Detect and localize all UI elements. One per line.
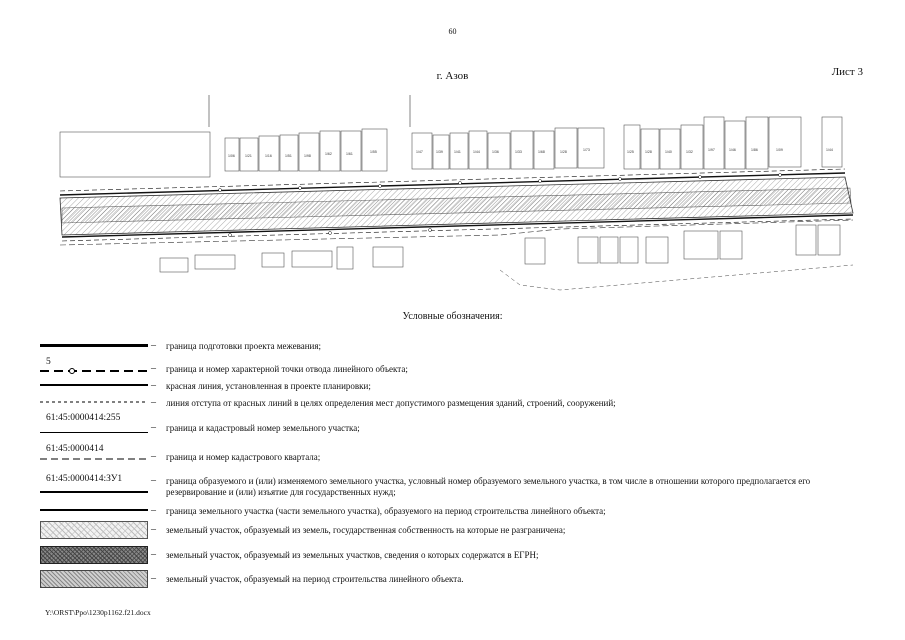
legend-symbol-parcel: [40, 412, 148, 434]
svg-text:1/55: 1/55: [370, 150, 377, 154]
svg-text:1/47: 1/47: [416, 150, 423, 154]
svg-text:1/36: 1/36: [492, 150, 499, 154]
legend-text: граница и номер характерной точки отвода линейного объекта;: [166, 364, 408, 374]
legend-text: земельный участок, образуемый из земельных участков, сведения о которых содержатся в ЕГРН;: [166, 550, 539, 560]
legend-symbol-setback-line: [40, 394, 148, 412]
legend-symbol-temporary-parcel: [40, 502, 148, 520]
svg-text:1/62: 1/62: [325, 152, 332, 156]
svg-text:1/46: 1/46: [729, 148, 736, 152]
legend-label: 61:45:0000414:ЗУ1: [46, 474, 123, 484]
svg-text:1/32: 1/32: [686, 150, 693, 154]
legend-label: 61:45:0000414:255: [46, 413, 121, 423]
svg-text:1/61: 1/61: [346, 152, 353, 156]
legend-dash: –: [151, 475, 156, 486]
legend-dash: –: [151, 573, 156, 584]
svg-text:1/33: 1/33: [515, 150, 522, 154]
svg-text:1/44: 1/44: [473, 150, 480, 154]
svg-text:1/21: 1/21: [245, 154, 252, 158]
legend-dash: –: [151, 549, 156, 560]
legend-text: граница и кадастровый номер земельного участка;: [166, 423, 360, 433]
legend-text: граница земельного участка (части земельного участка), образуемого на период строительства линейного объекта;: [166, 506, 606, 516]
legend-symbol-egrn-parcel: [40, 546, 148, 564]
svg-text:1/73: 1/73: [583, 148, 590, 152]
legend-dash: –: [151, 397, 156, 408]
svg-text:1/40: 1/40: [665, 150, 672, 154]
legend-dash: –: [151, 380, 156, 391]
legend-dash: –: [151, 505, 156, 516]
svg-text:1/68: 1/68: [538, 150, 545, 154]
legend-symbol-point-boundary: [40, 357, 148, 378]
legend-text: линия отступа от красных линий в целях определения мест допустимого размещения зданий, строений, сооружений;: [166, 398, 616, 408]
svg-text:1/28: 1/28: [645, 150, 652, 154]
sheet-edge-lines: [209, 95, 410, 127]
legend-dash: –: [151, 451, 156, 462]
lower-edge: [500, 265, 853, 290]
sheet-label: Лист 3: [831, 66, 863, 78]
svg-text:1/51: 1/51: [285, 154, 292, 158]
legend-text: граница подготовки проекта межевания;: [166, 341, 322, 351]
legend-text: красная линия, установленная в проекте планировки;: [166, 381, 371, 391]
legend-text: земельный участок, образуемый из земель, государственная собственность на которые не разграничена;: [166, 525, 566, 535]
svg-text:1/41: 1/41: [454, 150, 461, 154]
legend-symbol-construction-parcel: [40, 570, 148, 588]
legend-symbol-quarter: [40, 443, 148, 463]
legend-symbol-red-line: [40, 377, 148, 395]
legend-dash: –: [151, 524, 156, 535]
legend-dash: –: [151, 422, 156, 433]
legend-label: 5: [46, 357, 51, 367]
legend-title: Условные обозначения:: [402, 311, 503, 322]
svg-text:1/39: 1/39: [436, 150, 443, 154]
legend-dash: –: [151, 340, 156, 351]
svg-text:1/86: 1/86: [751, 148, 758, 152]
legend-symbol-new-parcel: [40, 472, 148, 494]
legend-text: земельный участок, образуемый на период строительства линейного объекта.: [166, 574, 464, 584]
file-path-footer: Y:\ORST\Ppo\1230p1162.f21.docx: [45, 608, 151, 617]
legend-label: 61:45:0000414: [46, 444, 104, 454]
legend-dash: –: [151, 363, 156, 374]
svg-text:1/98: 1/98: [304, 154, 311, 158]
svg-text:1/97: 1/97: [708, 148, 715, 152]
upper-plots: [60, 117, 842, 177]
svg-text:1/25: 1/25: [627, 150, 634, 154]
legend-symbol-state-land: [40, 521, 148, 539]
legend-symbol-project-boundary: [40, 338, 148, 356]
page-number: 60: [448, 27, 457, 36]
city-title: г. Азов: [436, 70, 469, 82]
survey-map: [0, 95, 905, 305]
svg-text:1/28: 1/28: [560, 150, 567, 154]
svg-text:1/16: 1/16: [265, 154, 272, 158]
svg-text:1/09: 1/09: [776, 148, 783, 152]
svg-text:1/06: 1/06: [228, 154, 235, 158]
svg-text:1/44: 1/44: [826, 148, 833, 152]
legend-text: граница образуемого и (или) изменяемого земельного участка, условный номер образуемого земельного участка, в том числе в отношении которого предполагается его резервирование и (или) изъятие для государственных нужд;: [166, 476, 811, 497]
legend-text: граница и номер кадастрового квартала;: [166, 452, 321, 462]
